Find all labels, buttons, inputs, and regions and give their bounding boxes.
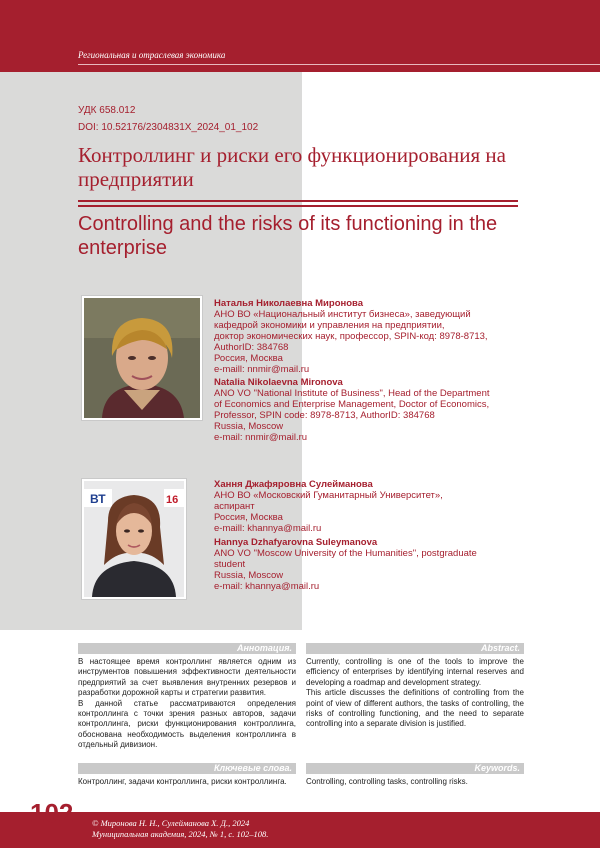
svg-text:16: 16 <box>166 494 179 506</box>
title-divider-top <box>78 200 518 202</box>
citation-line: Муниципальная академия, 2024, № 1, с. 102–108. <box>92 828 269 839</box>
author-2-ru <box>214 479 554 534</box>
author-1-ru <box>214 298 574 375</box>
author-affiliation: of Economics and Enterprise Management, Doctor of Economics, <box>214 399 490 410</box>
author-affiliation: АНО ВО «Национальный институт бизнеса», заведующий <box>214 309 471 320</box>
author-email: e-maill: khannya@mail.ru <box>214 523 322 534</box>
author-name: Natalia Nikolaevna Mironova <box>214 377 343 388</box>
annotation-bar <box>78 643 296 654</box>
title-divider-bottom <box>78 205 518 207</box>
author-affiliation: АНО ВО «Московский Гуманитарный Университет», <box>214 490 443 501</box>
abstract-bar <box>306 643 524 654</box>
author-degree: доктор экономических наук, профессор, SPIN-код: 8978-8713, <box>214 331 488 342</box>
author-email: e-mail: nnmir@mail.ru <box>214 432 308 443</box>
abstract-label: Abstract. <box>480 643 520 653</box>
author-affiliation: ANO VO "National Institute of Business", Head of the Department <box>214 388 490 399</box>
keywords-ru-bar <box>78 763 296 774</box>
author-affiliation: кафедрой экономики и управления на предприятии, <box>214 320 445 331</box>
author-1-en <box>214 377 584 443</box>
abstract-paragraph: Currently, controlling is one of the tools to improve the efficiency of enterprises by identifying internal reserves and developing a roadmap and development strategy. <box>306 657 524 687</box>
title-ru: Контроллинг и риски его функционирования на предприятии <box>78 143 506 191</box>
abstract-text <box>306 657 524 730</box>
author-location: Russia, Moscow <box>214 421 284 432</box>
title-en: Controlling and the risks of its functioning in the enterprise <box>78 213 498 259</box>
author-position: аспирант <box>214 501 255 512</box>
footer-band <box>0 812 600 848</box>
abstract-paragraph: This article discusses the definitions of controlling from the point of view of different authors, the tasks of controlling, the risks of controlling functioning, and the need to separate controlling into a separate division is justified. <box>306 688 524 729</box>
doi: DOI: 10.52176/2304831X_2024_01_102 <box>78 122 259 133</box>
keywords-en-bar <box>306 763 524 774</box>
keywords-en-text: Controlling, controlling tasks, controlling risks. <box>306 777 468 786</box>
journal-section: Региональная и отраслевая экономика <box>78 50 226 60</box>
author-name: Хання Джафяровна Сулейманова <box>214 479 373 490</box>
author-affiliation: ANO VO "Moscow University of the Humanities", postgraduate <box>214 548 477 559</box>
author-name: Hannya Dzhafyarovna Suleymanova <box>214 537 378 548</box>
author-photo-suleymanova <box>82 479 186 599</box>
author-location: Russia, Moscow <box>214 570 284 581</box>
author-email: e-mail: khannya@mail.ru <box>214 581 320 592</box>
author-location: Россия, Москва <box>214 512 283 523</box>
author-name: Наталья Николаевна Миронова <box>214 298 364 309</box>
author-photo-mironova <box>82 296 202 420</box>
header-band <box>0 0 600 72</box>
author-degree: Professor, SPIN code: 8978-8713, AuthorID: 384768 <box>214 410 435 421</box>
annotation-text <box>78 657 296 751</box>
svg-text:ВТ: ВТ <box>90 492 106 506</box>
udk-code: УДК 658.012 <box>78 105 136 116</box>
header-rule <box>78 64 600 65</box>
annotation-label: Аннотация. <box>237 643 292 653</box>
author-email: e-maill: nnmir@mail.ru <box>214 364 310 375</box>
page-number: 102 <box>30 798 74 828</box>
citation-footer <box>92 818 268 839</box>
author-2-en <box>214 537 554 592</box>
author-position: student <box>214 559 246 570</box>
annotation-paragraph: В настоящее время контроллинг является одним из инструментов повышения эффективности деятельности предприятий за счет выявления внутренних резервов и разработки дорожной карты и стратегии развития. <box>78 657 296 698</box>
keywords-ru-label: Ключевые слова. <box>213 763 292 773</box>
author-id: AuthorID: 384768 <box>214 342 289 353</box>
keywords-en-label: Keywords. <box>474 763 520 773</box>
author-location: Россия, Москва <box>214 353 283 364</box>
copyright-line: © Миронова Н. Н., Сулейманова Х. Д., 2024 <box>92 818 250 828</box>
keywords-ru-text: Контроллинг, задачи контроллинга, риски контроллинга. <box>78 777 287 786</box>
annotation-paragraph: В данной статье рассматриваются определения контроллинга с точки зрения разных авторов, задачи контроллинга, риски функционирования контроллинга, обоснована необходимость выделения контроллинга в отдельный дивизион. <box>78 698 296 750</box>
